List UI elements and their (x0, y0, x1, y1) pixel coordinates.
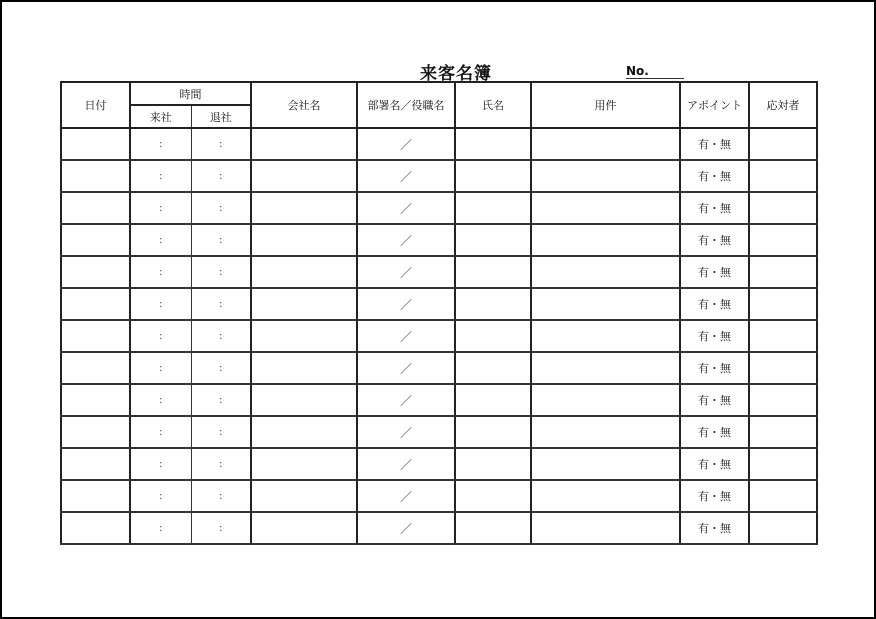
department-position-cell[interactable]: ／ (357, 416, 455, 448)
attendant-cell[interactable] (749, 384, 817, 416)
purpose-cell[interactable] (531, 416, 680, 448)
name-cell[interactable] (455, 512, 531, 544)
name-cell[interactable] (455, 416, 531, 448)
company-cell[interactable] (251, 160, 357, 192)
departure-time-cell[interactable]: : (191, 256, 251, 288)
date-cell[interactable] (61, 480, 130, 512)
appointment-cell[interactable]: 有・無 (680, 480, 749, 512)
appointment-cell[interactable]: 有・無 (680, 416, 749, 448)
appointment-cell[interactable]: 有・無 (680, 512, 749, 544)
header-date: 日付 (61, 82, 130, 128)
departure-time-cell[interactable]: : (191, 224, 251, 256)
arrival-time-cell[interactable]: : (130, 384, 191, 416)
arrival-time-cell[interactable]: : (130, 224, 191, 256)
page-title: 来客名簿 (420, 64, 492, 84)
arrival-time-cell[interactable]: : (130, 288, 191, 320)
department-position-cell[interactable]: ／ (357, 480, 455, 512)
header-name: 氏名 (455, 82, 531, 128)
header-departure: 退社 (191, 105, 251, 128)
departure-time-cell[interactable]: : (191, 480, 251, 512)
date-cell[interactable] (61, 256, 130, 288)
department-position-cell[interactable]: ／ (357, 128, 455, 160)
date-cell[interactable] (61, 160, 130, 192)
arrival-time-cell[interactable]: : (130, 512, 191, 544)
arrival-time-cell[interactable]: : (130, 416, 191, 448)
appointment-cell[interactable]: 有・無 (680, 352, 749, 384)
name-cell[interactable] (455, 192, 531, 224)
departure-time-cell[interactable]: : (191, 288, 251, 320)
table-row (61, 224, 817, 256)
department-position-cell[interactable]: ／ (357, 192, 455, 224)
date-cell[interactable] (61, 352, 130, 384)
table-row (61, 512, 817, 544)
departure-time-cell[interactable]: : (191, 160, 251, 192)
company-cell[interactable] (251, 192, 357, 224)
date-cell[interactable] (61, 192, 130, 224)
department-position-cell[interactable]: ／ (357, 288, 455, 320)
purpose-cell[interactable] (531, 320, 680, 352)
date-cell[interactable] (61, 320, 130, 352)
purpose-cell[interactable] (531, 192, 680, 224)
table-row (61, 416, 817, 448)
company-cell[interactable] (251, 352, 357, 384)
appointment-cell[interactable]: 有・無 (680, 160, 749, 192)
purpose-cell[interactable] (531, 160, 680, 192)
name-cell[interactable] (455, 256, 531, 288)
appointment-cell[interactable]: 有・無 (680, 128, 749, 160)
arrival-time-cell[interactable]: : (130, 160, 191, 192)
header-time: 時間 (130, 82, 251, 105)
header-arrival: 来社 (130, 105, 191, 128)
purpose-cell[interactable] (531, 256, 680, 288)
appointment-cell[interactable]: 有・無 (680, 192, 749, 224)
attendant-cell[interactable] (749, 128, 817, 160)
attendant-cell[interactable] (749, 256, 817, 288)
department-position-cell[interactable]: ／ (357, 256, 455, 288)
table-row (61, 160, 817, 192)
attendant-cell[interactable] (749, 480, 817, 512)
company-cell[interactable] (251, 416, 357, 448)
name-cell[interactable] (455, 320, 531, 352)
register-number-field[interactable]: No. (626, 64, 684, 79)
date-cell[interactable] (61, 448, 130, 480)
table-row (61, 448, 817, 480)
date-cell[interactable] (61, 288, 130, 320)
name-cell[interactable] (455, 352, 531, 384)
arrival-time-cell[interactable]: : (130, 448, 191, 480)
department-position-cell[interactable]: ／ (357, 160, 455, 192)
header-company: 会社名 (251, 82, 357, 128)
departure-time-cell[interactable]: : (191, 448, 251, 480)
table-row (61, 256, 817, 288)
arrival-time-cell[interactable]: : (130, 192, 191, 224)
table-row (61, 480, 817, 512)
attendant-cell[interactable] (749, 160, 817, 192)
attendant-cell[interactable] (749, 320, 817, 352)
departure-time-cell[interactable]: : (191, 384, 251, 416)
table-row (61, 352, 817, 384)
table-row (61, 192, 817, 224)
table-row (61, 128, 817, 160)
date-cell[interactable] (61, 128, 130, 160)
appointment-cell[interactable]: 有・無 (680, 384, 749, 416)
header-purpose: 用件 (531, 82, 680, 128)
arrival-time-cell[interactable]: : (130, 128, 191, 160)
date-cell[interactable] (61, 416, 130, 448)
purpose-cell[interactable] (531, 448, 680, 480)
department-position-cell[interactable]: ／ (357, 320, 455, 352)
purpose-cell[interactable] (531, 288, 680, 320)
department-position-cell[interactable]: ／ (357, 224, 455, 256)
company-cell[interactable] (251, 224, 357, 256)
departure-time-cell[interactable]: : (191, 416, 251, 448)
departure-time-cell[interactable]: : (191, 128, 251, 160)
attendant-cell[interactable] (749, 192, 817, 224)
name-cell[interactable] (455, 288, 531, 320)
company-cell[interactable] (251, 384, 357, 416)
company-cell[interactable] (251, 448, 357, 480)
name-cell[interactable] (455, 160, 531, 192)
department-position-cell[interactable]: ／ (357, 512, 455, 544)
company-cell[interactable] (251, 480, 357, 512)
arrival-time-cell[interactable]: : (130, 320, 191, 352)
date-cell[interactable] (61, 384, 130, 416)
name-cell[interactable] (455, 480, 531, 512)
company-cell[interactable] (251, 512, 357, 544)
attendant-cell[interactable] (749, 448, 817, 480)
arrival-time-cell[interactable]: : (130, 480, 191, 512)
name-cell[interactable] (455, 384, 531, 416)
company-cell[interactable] (251, 128, 357, 160)
departure-time-cell[interactable]: : (191, 192, 251, 224)
appointment-cell[interactable]: 有・無 (680, 320, 749, 352)
attendant-cell[interactable] (749, 224, 817, 256)
department-position-cell[interactable]: ／ (357, 352, 455, 384)
attendant-cell[interactable] (749, 288, 817, 320)
table-row (61, 320, 817, 352)
appointment-cell[interactable]: 有・無 (680, 288, 749, 320)
departure-time-cell[interactable]: : (191, 352, 251, 384)
purpose-cell[interactable] (531, 512, 680, 544)
header-attendant: 応対者 (749, 82, 817, 128)
header-appointment: アポイント (680, 82, 749, 128)
table-row (61, 288, 817, 320)
departure-time-cell[interactable]: : (191, 512, 251, 544)
company-cell[interactable] (251, 256, 357, 288)
name-cell[interactable] (455, 128, 531, 160)
arrival-time-cell[interactable]: : (130, 352, 191, 384)
visitor-log-rows (61, 128, 817, 544)
name-cell[interactable] (455, 448, 531, 480)
departure-time-cell[interactable]: : (191, 320, 251, 352)
appointment-cell[interactable]: 有・無 (680, 448, 749, 480)
visitor-log-table (60, 81, 818, 545)
name-cell[interactable] (455, 224, 531, 256)
department-position-cell[interactable]: ／ (357, 448, 455, 480)
date-cell[interactable] (61, 512, 130, 544)
attendant-cell[interactable] (749, 416, 817, 448)
attendant-cell[interactable] (749, 352, 817, 384)
department-position-cell[interactable]: ／ (357, 384, 455, 416)
purpose-cell[interactable] (531, 480, 680, 512)
purpose-cell[interactable] (531, 352, 680, 384)
company-cell[interactable] (251, 320, 357, 352)
date-cell[interactable] (61, 224, 130, 256)
purpose-cell[interactable] (531, 128, 680, 160)
appointment-cell[interactable]: 有・無 (680, 224, 749, 256)
header-department-position: 部署名／役職名 (357, 82, 455, 128)
arrival-time-cell[interactable]: : (130, 256, 191, 288)
purpose-cell[interactable] (531, 224, 680, 256)
table-row (61, 384, 817, 416)
purpose-cell[interactable] (531, 384, 680, 416)
attendant-cell[interactable] (749, 512, 817, 544)
company-cell[interactable] (251, 288, 357, 320)
appointment-cell[interactable]: 有・無 (680, 256, 749, 288)
